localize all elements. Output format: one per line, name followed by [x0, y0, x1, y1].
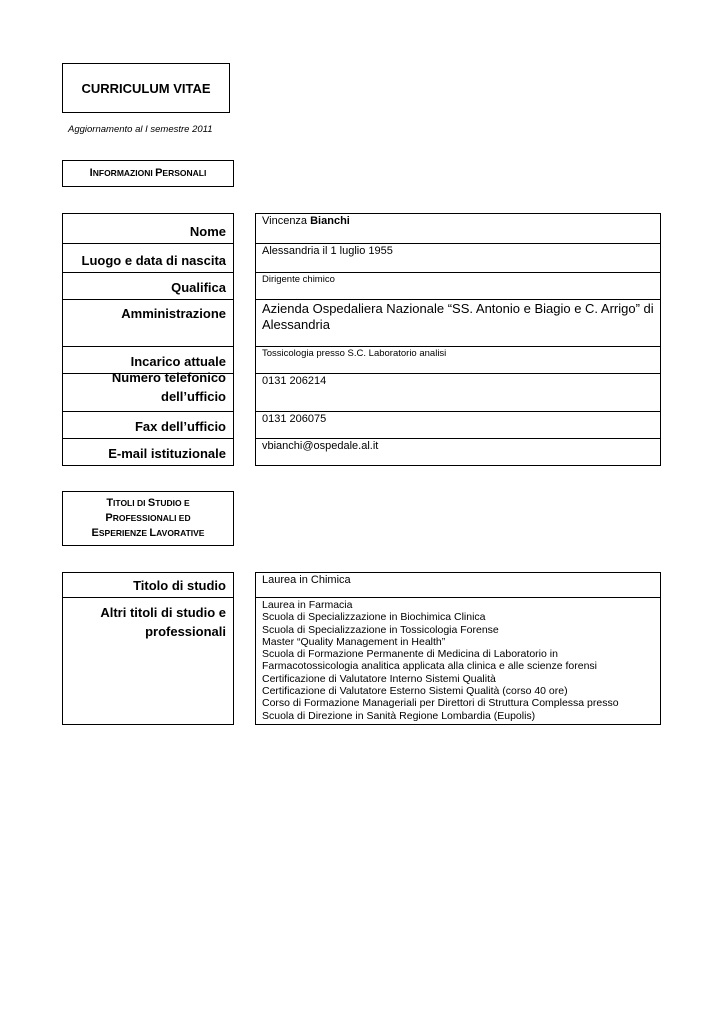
label-amministrazione: Amministrazione [62, 300, 234, 347]
list-item: Master “Quality Management in Health” [262, 635, 446, 648]
value-fax: 0131 206075 [255, 412, 661, 439]
value-qualifica: Dirigente chimico [255, 273, 661, 300]
list-item: Corso di Formazione Manageriali per Direttori di Struttura Complessa presso [262, 697, 619, 710]
label-fax: Fax dell’ufficio [62, 412, 234, 439]
value-nome: Vincenza Bianchi [255, 213, 661, 244]
list-item: Scuola di Specializzazione in Tossicologia Forense [262, 623, 499, 636]
label-titolo-studio: Titolo di studio [62, 572, 234, 598]
label-telefono: Numero telefonico dell’ufficio [62, 374, 234, 412]
value-telefono: 0131 206214 [255, 374, 661, 412]
cv-title: CURRICULUM VITAE [62, 63, 230, 113]
update-note: Aggiornamento al I semestre 2011 [68, 124, 213, 135]
value-amministrazione: Azienda Ospedaliera Nazionale “SS. Antonio e Biagio e C. Arrigo” di Alessandria [255, 300, 661, 347]
label-qualifica: Qualifica [62, 273, 234, 300]
value-incarico: Tossicologia presso S.C. Laboratorio analisi [255, 347, 661, 374]
list-item: Scuola di Direzione in Sanità Regione Lombardia (Eupolis) [262, 709, 536, 722]
value-nascita: Alessandria il 1 luglio 1955 [255, 244, 661, 273]
section-heading-personal: INFORMAZIONI PERSONALI [62, 160, 234, 187]
label-nome: Nome [62, 213, 234, 244]
list-item: Laurea in Farmacia [262, 599, 353, 611]
label-email: E-mail istituzionale [62, 439, 234, 466]
section-heading-titles: TITOLI DI STUDIO E PROFESSIONALI ED ESPERIENZE LAVORATIVE [62, 491, 234, 546]
list-item: Farmacotossicologia analitica applicata alla clinica e alle scienze forensi [262, 660, 598, 673]
list-item: Scuola di Formazione Permanente di Medicina di Laboratorio in [262, 648, 558, 661]
label-altri-titoli: Altri titoli di studio e professionali [62, 598, 234, 725]
value-email: vbianchi@ospedale.al.it [255, 439, 661, 466]
label-incarico: Incarico attuale [62, 347, 234, 374]
list-item: Scuola di Specializzazione in Biochimica Clinica [262, 611, 486, 624]
label-nascita: Luogo e data di nascita [62, 244, 234, 273]
value-titolo-studio: Laurea in Chimica [255, 572, 661, 598]
value-altri-titoli [255, 598, 661, 725]
list-item: Certificazione di Valutatore Esterno Sistemi Qualità (corso 40 ore) [262, 685, 568, 698]
list-item: Certificazione di Valutatore Interno Sistemi Qualità [262, 672, 496, 685]
